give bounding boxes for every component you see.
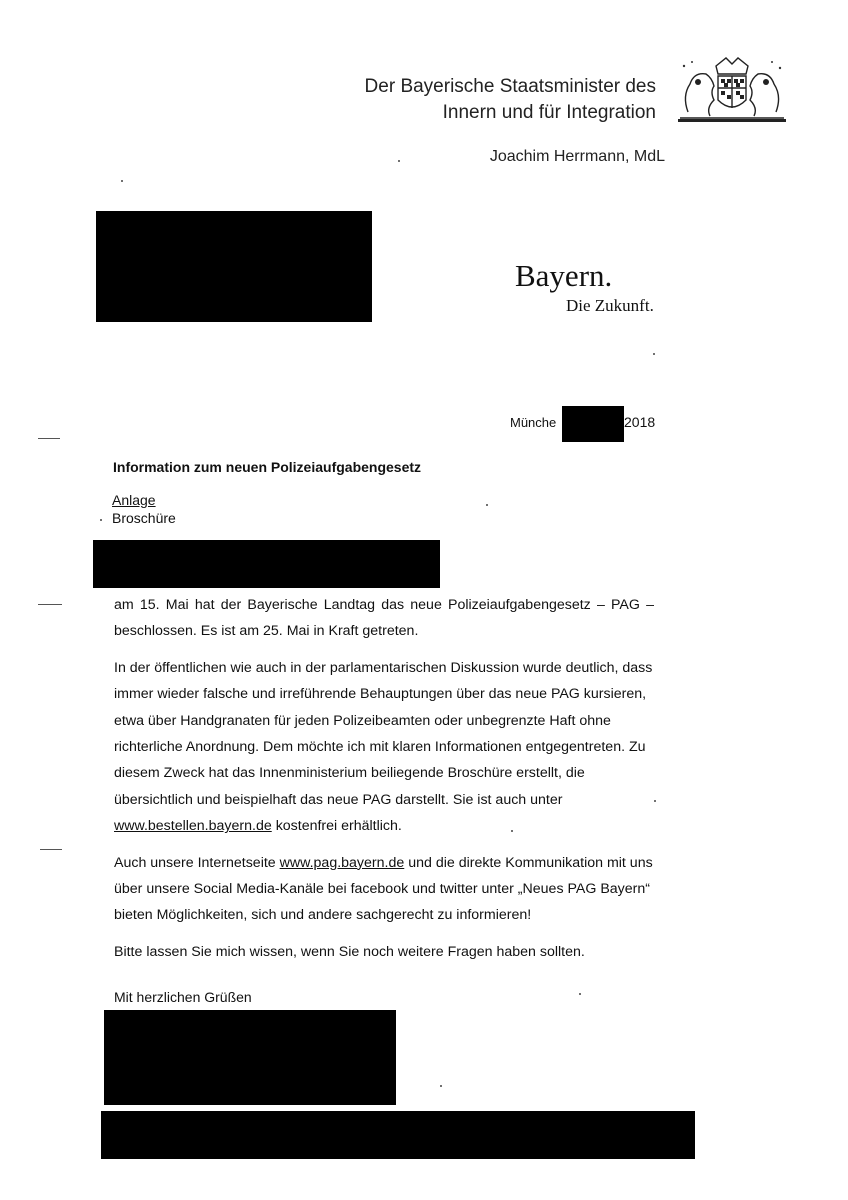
date-year: 2018 — [624, 414, 656, 430]
scan-speck — [654, 800, 656, 802]
scan-speck — [511, 830, 513, 832]
scan-speck — [398, 160, 400, 162]
scan-speck — [653, 353, 655, 355]
slogan-main: Bayern. — [515, 258, 613, 293]
redacted-footer — [101, 1111, 695, 1159]
slogan-sub: Die Zukunft. — [566, 296, 654, 315]
fold-mark-2 — [38, 604, 62, 605]
paragraph-4: Bitte lassen Sie mich wissen, wenn Sie noch weitere Fragen haben sollten. — [114, 943, 585, 960]
paragraph-2 — [114, 655, 654, 840]
scan-speck — [100, 519, 102, 521]
scan-speck — [486, 504, 488, 506]
sender-title-line-1: Der Bayerische Staatsminister des — [364, 76, 656, 97]
paragraph-2-tail: kostenfrei erhältlich. — [275, 818, 402, 835]
bavarian-coat-of-arms-icon — [676, 56, 788, 126]
redacted-date — [562, 406, 624, 442]
link-pag-bayern[interactable]: www.pag.bayern.de — [279, 854, 405, 871]
redacted-signature — [104, 1010, 396, 1105]
enclosure-item: Broschüre — [112, 510, 176, 526]
letter-body — [114, 592, 654, 975]
enclosure-heading: Anlage — [112, 492, 156, 508]
redacted-address-block — [96, 211, 372, 322]
letter-subject: Information zum neuen Polizeiaufgabengesetz — [113, 459, 422, 475]
date-city: Münche — [510, 415, 557, 430]
paragraph-3 — [114, 850, 654, 929]
paragraph-3-tail: und die direkte Kommunikation mit uns über unsere Social Media-Kanäle bei facebook und twitter unter „Neues PAG Bayern“ bieten Möglichkeiten, sich und andere sachgerecht zu informieren! — [114, 854, 653, 924]
paragraph-3-head: Auch unsere Internetseite — [114, 854, 276, 871]
sender-name: Joachim Herrmann, MdL — [489, 148, 665, 165]
paragraph-1: am 15. Mai hat der Bayerische Landtag das neue Polizeiaufgabengesetz – PAG – beschlossen. Es ist am 25. Mai in Kraft getreten. — [114, 597, 654, 640]
scan-speck — [440, 1085, 442, 1087]
redacted-salutation — [93, 540, 440, 588]
fold-mark-3 — [40, 849, 62, 850]
link-bestellen-bayern[interactable]: www.bestellen.bayern.de — [114, 818, 272, 835]
closing-greeting: Mit herzlichen Grüßen — [114, 989, 252, 1005]
paragraph-2-text: In der öffentlichen wie auch in der parlamentarischen Diskussion wurde deutlich, dass immer wieder falsche und irreführende Behauptungen über das neue PAG kursieren, etwa über Handgranaten für jeden Polizeibeamten oder unbegrenzte Haft ohne richterliche Anordnung. Dem möchte ich mit klaren Informationen entgegentreten. Zu diesem Zweck hat das Innenministerium beiliegende Broschüre erstellt, die übersichtlich und beispielhaft das neue PAG darstellt. Sie ist auch unter — [114, 659, 653, 808]
sender-title-line-2: Innern und für Integration — [442, 102, 656, 123]
fold-mark-1 — [38, 438, 60, 439]
scan-speck — [579, 993, 581, 995]
scan-speck — [121, 180, 123, 182]
